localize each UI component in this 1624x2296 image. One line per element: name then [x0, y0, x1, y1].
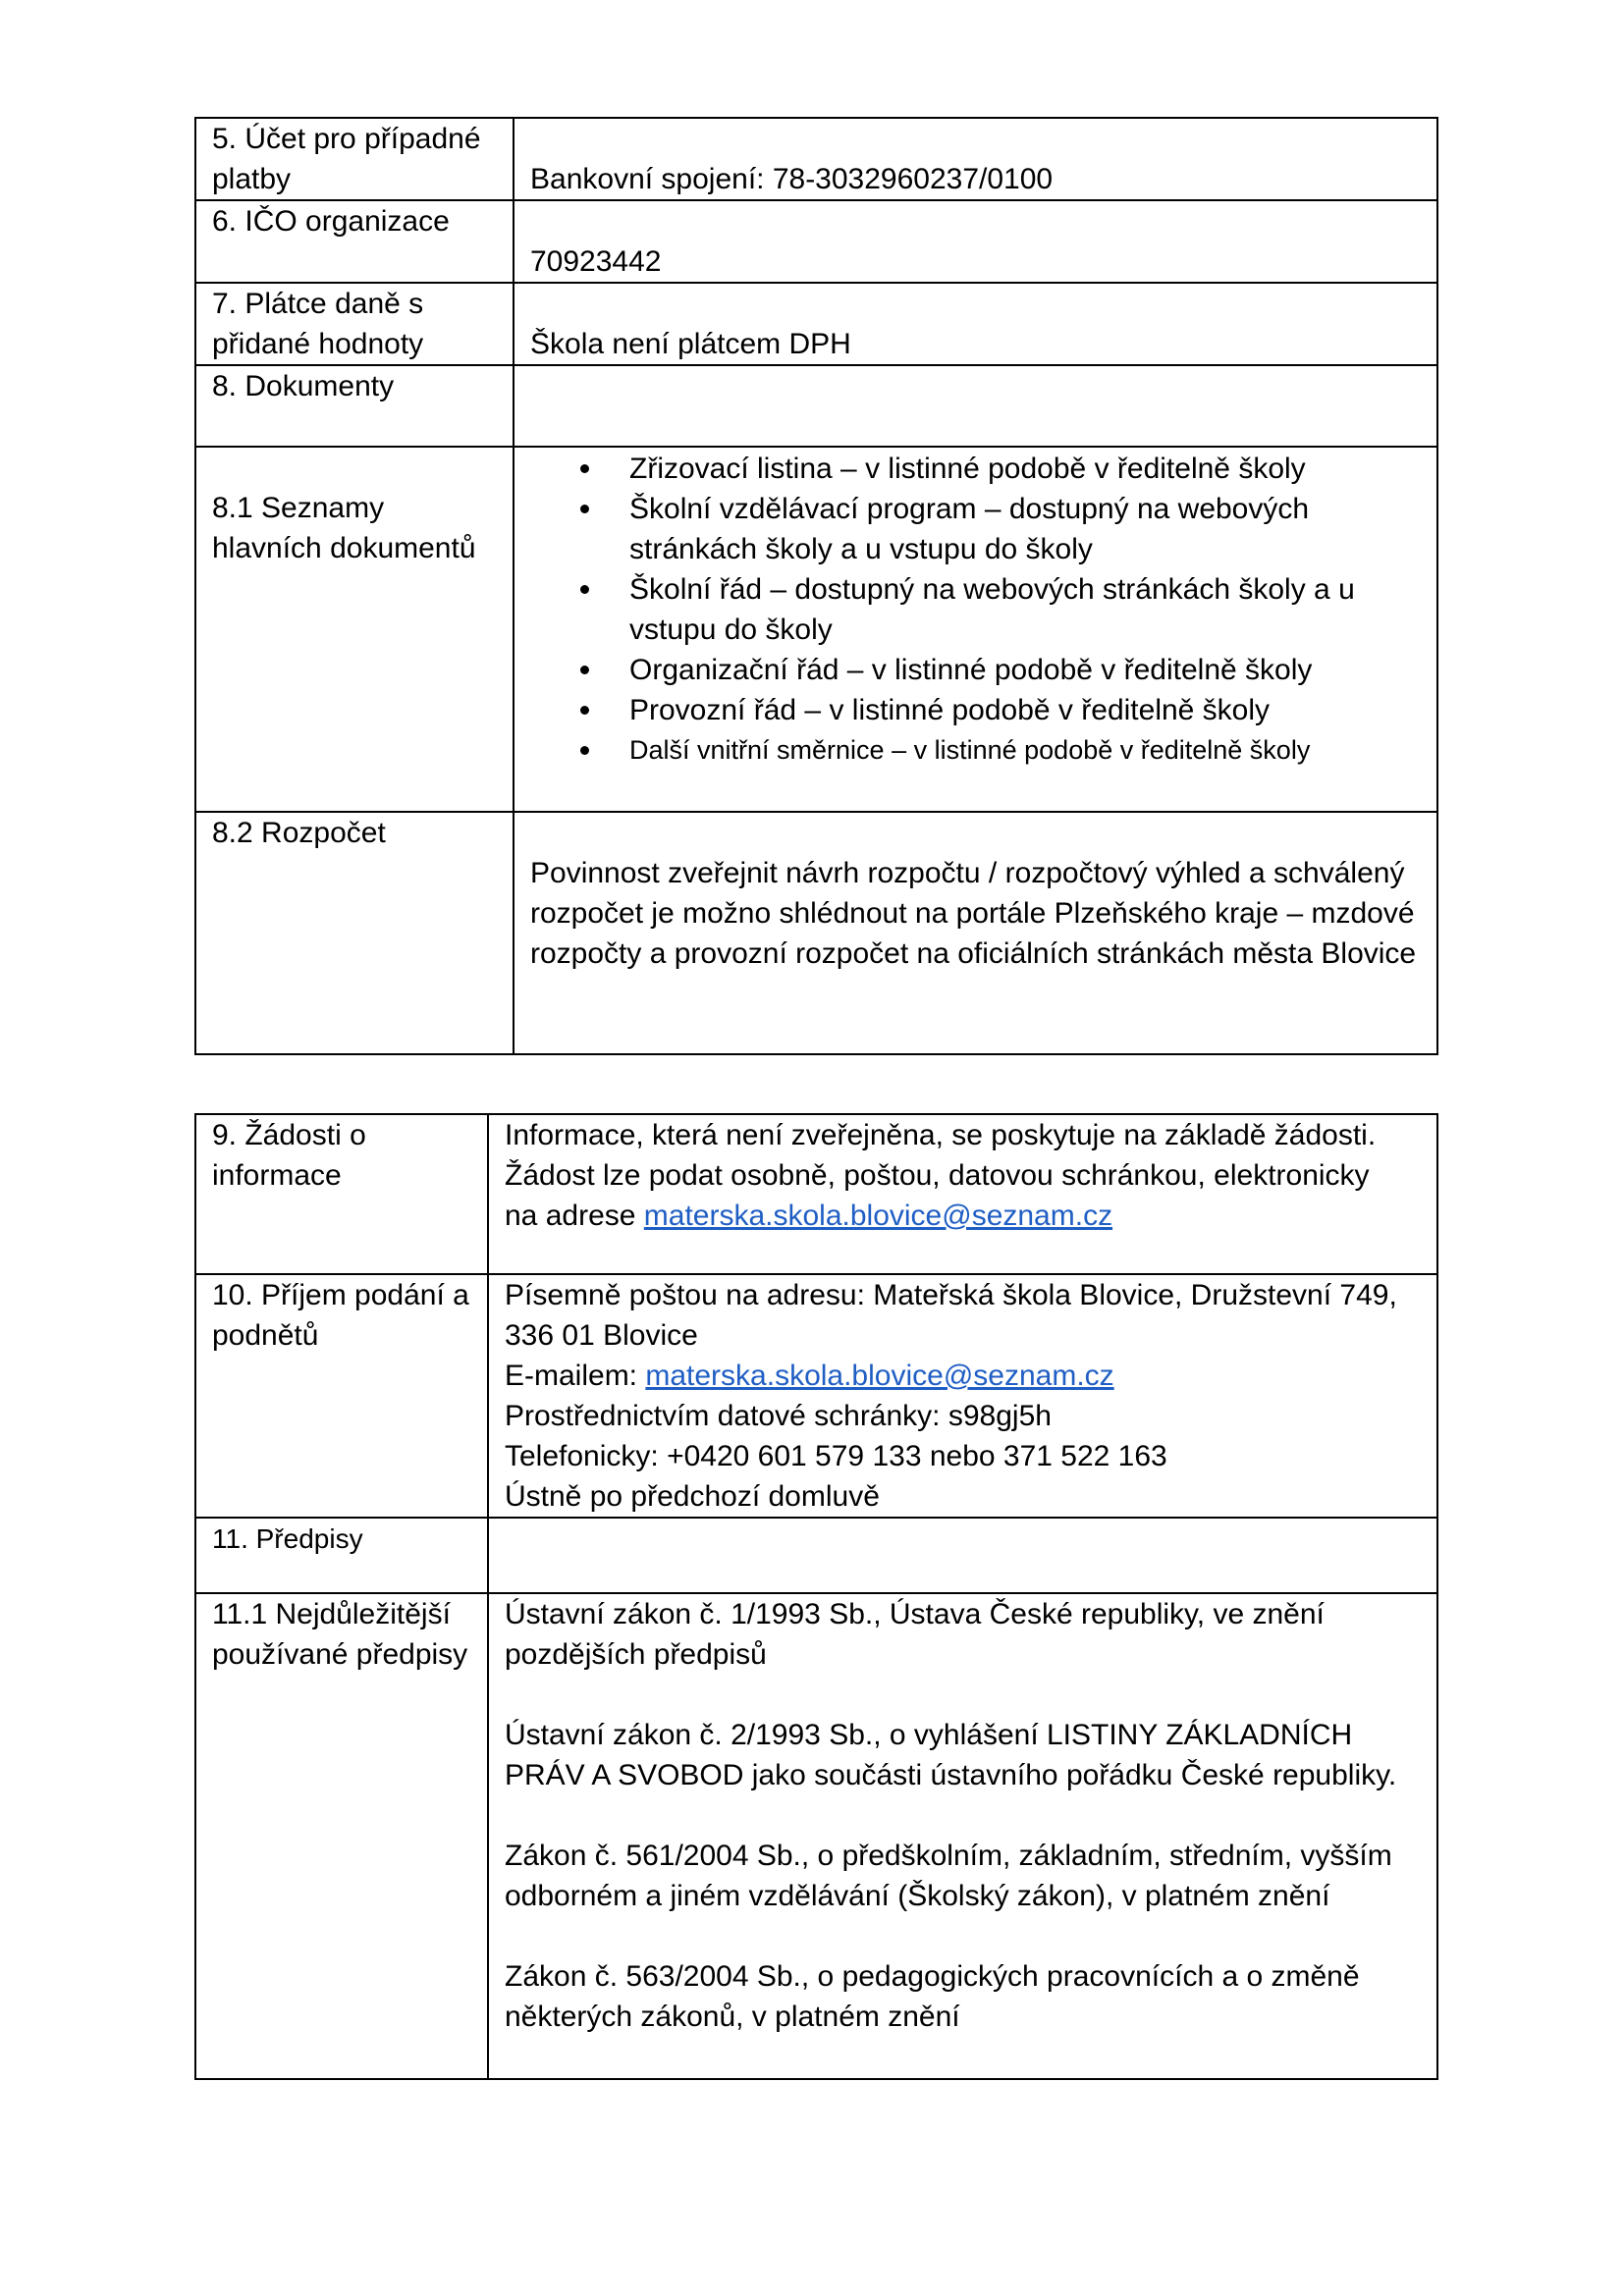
row-label-text: 11. Předpisy: [212, 1523, 363, 1554]
row-label-text: 8. Dokumenty: [212, 370, 395, 402]
text-line: Písemně poštou na adresu: Mateřská škola Blovice, Družstevní 749,: [505, 1279, 1397, 1311]
documents-table: [194, 117, 1438, 1055]
row-label-text: 10. Příjem podání a podnětů: [212, 1279, 469, 1352]
row-label: [195, 1518, 488, 1593]
row-value: [488, 1518, 1437, 1593]
row-value: [514, 200, 1437, 283]
regulation-paragraph: Ústavní zákon č. 1/1993 Sb., Ústava České republiky, ve znění pozdějších předpisů: [505, 1598, 1325, 1671]
table-row: [195, 365, 1437, 447]
row-value: [514, 118, 1437, 200]
table-row: [195, 118, 1437, 200]
text-line: Telefonicky: +0420 601 579 133 nebo 371 522 163: [505, 1440, 1167, 1472]
text-line: [505, 1356, 1423, 1396]
text-line: Informace, která není zveřejněna, se poskytuje na základě žádosti.: [505, 1119, 1377, 1151]
list-item: Další vnitřní směrnice – v listinné podobě v ředitelně školy: [530, 730, 1423, 771]
row-label: [195, 283, 514, 365]
row-label: [195, 812, 514, 1054]
list-item: Organizační řád – v listinné podobě v ředitelně školy: [530, 650, 1423, 690]
table-row: [195, 1114, 1437, 1274]
documents-list-cell: [514, 447, 1437, 812]
row-label-text: 9. Žádosti o informace: [212, 1119, 366, 1192]
table-row: [195, 200, 1437, 283]
text-prefix: E-mailem:: [505, 1360, 646, 1392]
email-link[interactable]: materska.skola.blovice@seznam.cz: [645, 1360, 1114, 1392]
text-line: 336 01 Blovice: [505, 1319, 698, 1352]
table-row: [195, 1593, 1437, 2079]
row-label-text: 11.1 Nejdůležitější používané předpisy: [212, 1598, 468, 1671]
regulation-paragraph: Zákon č. 563/2004 Sb., o pedagogických pracovnících a o změně některých zákonů, v platném znění: [505, 1960, 1360, 2033]
text-line: Prostřednictvím datové schránky: s98gj5h: [505, 1400, 1052, 1432]
row-label-text: 7. Plátce daně s přidané hodnoty: [212, 288, 424, 360]
row-label-text: 8.1 Seznamy hlavních dokumentů: [212, 492, 476, 564]
row-label: [195, 1593, 488, 2079]
text-line: Žádost lze podat osobně, poštou, datovou schránkou, elektronicky: [505, 1159, 1370, 1192]
row-label: [195, 1274, 488, 1518]
table-row: [195, 1274, 1437, 1518]
row-label: [195, 1114, 488, 1274]
budget-value: Povinnost zveřejnit návrh rozpočtu / rozpočtový výhled a schválený rozpočet je možno shlédnout na portále Plzeňského kraje – mzdové rozpočty a provozní rozpočet na oficiálních stránkách města Blovice: [530, 857, 1417, 970]
documents-list: [530, 449, 1423, 771]
row-label-text: 6. IČO organizace: [212, 205, 450, 238]
email-link[interactable]: materska.skola.blovice@seznam.cz: [643, 1200, 1113, 1232]
text-prefix: na adrese: [505, 1200, 644, 1232]
row-value: [514, 283, 1437, 365]
regulations-list-cell: [488, 1593, 1437, 2079]
bank-account-value: Bankovní spojení: 78-3032960237/0100: [530, 163, 1054, 195]
row-value: [514, 812, 1437, 1054]
text-line: [505, 1196, 1423, 1236]
row-value: [488, 1114, 1437, 1274]
table-row: [195, 812, 1437, 1054]
list-item: Provozní řád – v listinné podobě v ředitelně školy: [530, 690, 1423, 730]
regulation-paragraph: Zákon č. 561/2004 Sb., o předškolním, základním, středním, vyšším odborném a jiném vzdělávání (Školský zákon), v platném znění: [505, 1840, 1392, 1912]
row-label-text: 8.2 Rozpočet: [212, 817, 386, 849]
requests-table: [194, 1113, 1438, 2080]
table-row: [195, 1518, 1437, 1593]
list-item: Školní řád – dostupný na webových stránkách školy a u vstupu do školy: [530, 569, 1423, 650]
row-label: [195, 365, 514, 447]
vat-payer-value: Škola není plátcem DPH: [530, 328, 851, 360]
row-value: [488, 1274, 1437, 1518]
row-label: [195, 200, 514, 283]
ico-value: 70923442: [530, 245, 662, 278]
table-row: [195, 283, 1437, 365]
list-item: Zřizovací listina – v listinné podobě v ředitelně školy: [530, 449, 1423, 489]
regulation-paragraph: Ústavní zákon č. 2/1993 Sb., o vyhlášení LISTINY ZÁKLADNÍCH PRÁV A SVOBOD jako součásti ústavního pořádku České republiky.: [505, 1719, 1397, 1791]
row-label: [195, 447, 514, 812]
row-label: [195, 118, 514, 200]
row-label-text: 5. Účet pro případné platby: [212, 123, 481, 195]
row-value: [514, 365, 1437, 447]
list-item: Školní vzdělávací program – dostupný na webových stránkách školy a u vstupu do školy: [530, 489, 1423, 569]
text-line: Ústně po předchozí domluvě: [505, 1480, 880, 1513]
table-row: [195, 447, 1437, 812]
